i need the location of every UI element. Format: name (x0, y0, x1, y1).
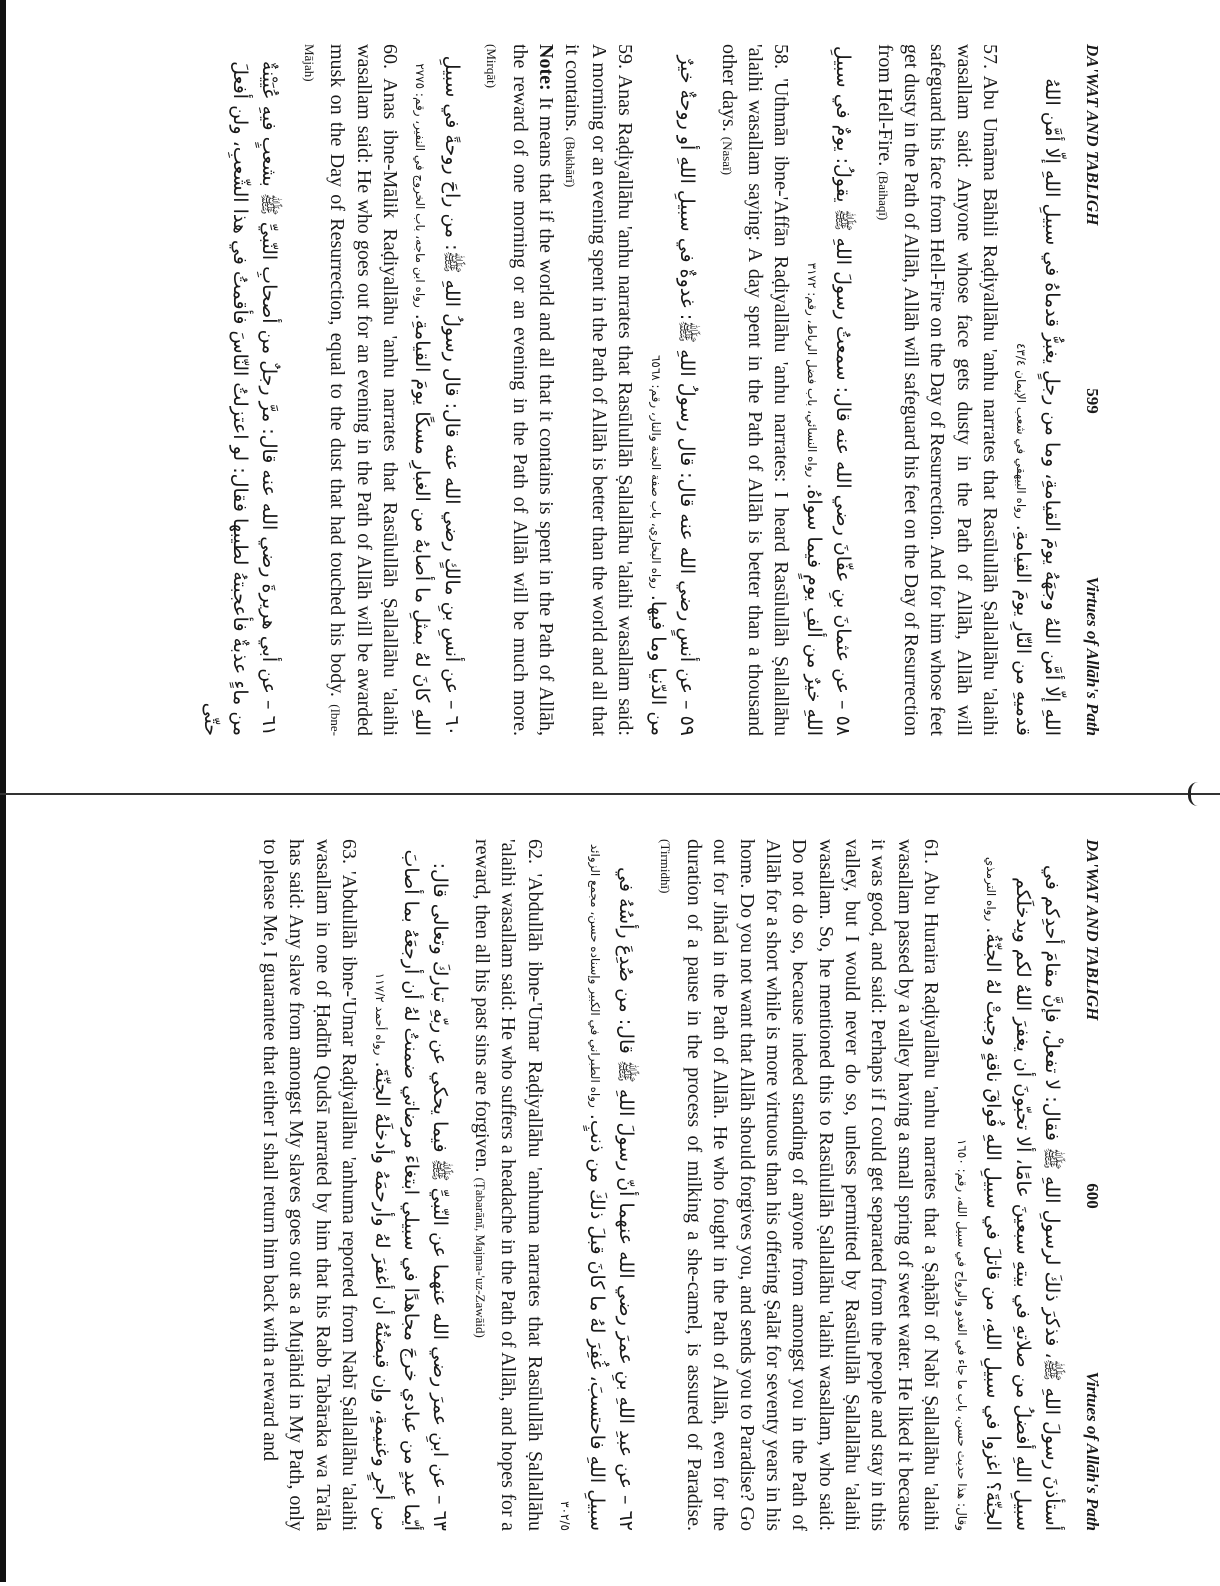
book-page-600 (0, 795, 1220, 1586)
translation-text: 58. 'Uthmān ibne-'Affān Raḍiyallāhu 'anhu narrates: I heard Rasūlullāh Ṣallallāhu 'alaihi wasallam saying: A day spent in the Path of Allāh is better than a thousand other days. (Nasaī) (717, 44, 793, 736)
source-citation: (Bukhārī) (563, 136, 579, 188)
source-citation: (Ibne-Mājah) (301, 44, 344, 736)
arabic-reference: رواه البيهقي في شعب الإيمان ٤٣/٤ (1013, 342, 1028, 519)
running-head (1082, 839, 1102, 1531)
arabic-reference: رواه النسائي، باب فضل الرباط، رقم: ٣١٧٢ (804, 262, 819, 478)
note-label: Note: (535, 44, 558, 91)
note-source: (Mirqāt) (484, 44, 500, 89)
translation-text: 63. 'Abdullāh ibne-'Umar Raḍiyallāhu 'anhuma reported from Nabī Ṣallallāhu 'alaihi wasallam in one of Ḥadīth Qudsī narrated by him that his Rabb Tabāraka wa Ta'āla has said: Any slave from amongst My slaves goes out as a Mujāhid in My Path, only to please Me, I guarantee that either I shall return him back with a reward and (258, 839, 361, 1531)
arabic-reference: رواه الترمذي وقال: هذا حديث حسن، باب ما جاء في الغدو والرواح في سبيل الله، رقم: ١٦٥٠ (954, 856, 999, 1531)
translation-text: 62. 'Abdullāh ibne-'Umar Raḍiyallāhu 'anhuma narrates that Rasūlullāh Ṣallallāhu 'alaihi wasallam said: He who suffers a headache in the Path of Allāh, and hopes for a reward, then all his past sins are forgiven. (Ṭabarānī, Majma-'uz-Zawāid) (470, 839, 546, 1531)
page-number: 599 (1083, 388, 1102, 414)
chapter-title-header: Virtues of Allāh's Path (1083, 1371, 1102, 1531)
hadith-58 (715, 44, 857, 736)
arabic-text: أستأذنَ رسولَ اللهِ ﷺ، فذكرَ ذلكَ لرسولِ اللهِ ﷺ فقال: لا تفعلْ، فإنَّ مقامَ أحدِكم في سبيلِ اللهِ أفضلُ من صلاتهِ في بيتهِ سبعينَ عامًا، ألا تحبّونَ أن يغفرَ اللهُ لكم ويدخلَكم الجنّةَ؟ اغزوا في سبيلِ اللهِ، من قاتلَ في سبيلِ اللهِ فُواقَ ناقةٍ وجبتْ لهُ الجنّةُ. رواه الترمذي وقال: هذا حديث حسن، باب ما جاء في الغدو والرواح في سبيل الله، رقم: ١٦٥٠ (954, 856, 1063, 1531)
hadith-63 (257, 839, 455, 1531)
page-number: 600 (1083, 1183, 1102, 1209)
source-citation: (Nasaī) (719, 136, 735, 176)
book-page-599 (0, 0, 1220, 791)
page-content-600 (50, 805, 1130, 1565)
book-title-header: DA'WAT AND TABLIGH (1083, 44, 1102, 226)
arabic-text: ٦٢ – عن عبدِ اللهِ بنِ عمرَ رضي الله عنهما أنّ رسولَ اللهِ ﷺ قال: من صُدِعَ رأسُهُ في سبيلِ اللهِ فاحتسبَ، غُفِرَ لهُ ما كانَ قبلَ ذلكَ من ذنبٍ. رواه الطبراني في الكبير وإسناده حسن، مجمع الزوائد ٣٠٢/٥ (558, 843, 637, 1531)
arabic-reference: رواه البخاري، باب صفة الجنة والنار، رقم: ٦٥٦٨ (648, 354, 663, 589)
hadith-60 (297, 44, 465, 736)
hadith-57 (871, 44, 1066, 736)
arabic-text: ٥٨ – عن عثمانَ بنِ عفّانَ رضي الله عنه قال: سمعتُ رسولَ اللهِ ﷺ يقولُ: يومٌ في سبيلِ اللهِ خيرٌ من ألفِ يومٍ فيما سواهُ. رواه النسائي، باب فضل الرباط، رقم: ٣١٧٢ (802, 45, 855, 736)
source-citation: (Tirmidhī) (658, 839, 674, 894)
running-head (1082, 44, 1102, 736)
source-citation: (Ṭabarānī, Majma-'uz-Zawāid) (472, 1177, 488, 1338)
hadith-61-start (195, 44, 283, 736)
hadith-61 (654, 839, 1066, 1531)
chapter-title-header: Virtues of Allāh's Path (1083, 576, 1102, 736)
translation-text: 61. Abu Huraira Raḍiyallāhu 'anhu narrates that a Ṣaḥābī of Nabī Ṣallallāhu 'alaihi wasallam passed by a valley having a small spring of sweet water. He liked it because it was good, and said: Perhaps if I could get separated from the people and stay in this valley, but I would never do so, unless permitted by Rasūlullāh Ṣallallāhu 'alaihi wasallam. So, he mentioned this to Rasūlullāh Ṣallallāhu 'alaihi wasallam, who said: Do not do so, because indeed standing of anyone from amongst you in the Path of Allāh for a short while is more virtuous than his offering Ṣalāt for seventy years in his home. Do you not want that Allāh should forgives you, and sends you to Paradise? Go out for Jihād in the Path of Allāh. He who fought in the Path of Allāh, even for the duration of a pause in the process of milking a she-camel, is assured of Paradise. (Tirmidhī) (658, 839, 943, 1531)
arabic-reference: رواه ابن ماجه، باب الخروج في النفير، رقم: ٢٧٧٥ (413, 63, 428, 308)
arabic-text: اللهِ إلّا أمَّن اللهُ وجهَهُ يومَ القيامةِ، وما من رجلٍ يغبرُّ قدماهُ في سبيلِ اللهِ إلّا أمَّن اللهُ قدميهِ من النّارِ يومَ القيامةِ. رواه البيهقي في شعب الإيمان ٤٣/٤ (1011, 78, 1063, 736)
arabic-text: ٦١ – عن أبي هريرةَ رضي الله عنه قال: مرَّ رجلٌ من أصحابِ النّبيِّ ﷺ بشعبٍ فيهِ عُيَيْنةٌ من ماءٍ عذبةٌ فأعجبتهُ لطيبها فقال: لو اعتزلتُ النّاسَ فأقمتُ في هذا الشّعبِ، ولن أفعلَ حتّى (199, 60, 281, 736)
arabic-reference: رواه أحمد ١١٧/٢ (372, 972, 387, 1056)
note-text: It means that if the world and all that it contains is spent in the Path of Allāh, the reward of one morning or an evening in the Path of Allāh will be much more. (508, 44, 558, 737)
translation-text: 57. Abu Umāma Bāhili Raḍiyallāhu 'anhu narrates that Rasūlullāh Ṣallallāhu 'alaihi wasallam said: Anyone whose face gets dusty in the Path of Allāh, Allāh will safeguard his face from Hell-Fire on the Day of Resurrection. And for him whose feet get dusty in the Path of Allāh, Allāh will safeguard his feet on the Day of Resurrection from Hell-Fire. (Baihaqī) (873, 44, 1002, 736)
arabic-text: ٥٩ – عن أنسٍ رضي الله عنه قال: قال رسولُ اللهِ ﷺ: غدوةٌ في سبيلِ اللهِ أو روحةٌ خيرٌ من الدّنيا وما فيها. رواه البخاري، باب صفة الجنة والنار، رقم: ٦٥٦٨ (646, 55, 699, 736)
translation-text: 60. Anas ibne-Mālik Raḍiyallāhu 'anhu narrates that Rasūlullāh Ṣallallāhu 'alaihi wasallam said: He who goes out for an evening in the Path of Allāh will be awarded musk on the Day of Resurrection, equal to the dust that had touched his body. (Ibne-Mājah) (301, 44, 402, 736)
page-content-599 (50, 10, 1130, 770)
arabic-text: ٦٣ – عن ابنِ عمرَ رضي الله عنهما عن النّبيِّ ﷺ فيما يحكي عن ربّهِ تباركَ وتعالى قال: أيّما عبدٍ من عبادي خرجَ مجاهدًا في سبيلي ابتغاءَ مرضاتي ضمنتُ لهُ أن أرجعَهُ بما أصابَ من أجرٍ وغنيمةٍ، وإن قبضتُهُ أن أغفرَ لهُ وأرحمَهُ وأدخلَهُ الجنّةَ. رواه أحمد ١١٧/٢ (370, 849, 452, 1531)
translation-text: 59. Anas Raḍiyallāhu 'anhu narrates that Rasūlullāh Ṣallallāhu 'alaihi wasallam said: A morning or an evening spent in the Path of Allāh is better than the world and all that it contains. (Bukhārī) Note: It means that if the world and all that it contains is spent in the Path of Allāh, the reward of one morning or an evening in the Path of Allāh will be much more. (Mirqāt) (484, 44, 637, 737)
arabic-text: ٦٠ – عن أنسِ بنِ مالكٍ رضي الله عنه قال: قال رسولُ اللهِ ﷺ: من راحَ روحةً في سبيلِ اللهِ كانَ لهُ بمثلِ ما أصابهُ من الغبارِ مسكًا يومَ القيامةِ. رواه ابن ماجه، باب الخروج في النفير، رقم: ٢٧٧٥ (411, 55, 463, 736)
arabic-reference: رواه الطبراني في الكبير وإسناده حسن، مجمع الزوائد ٣٠٢/٥ (558, 843, 602, 1531)
hadith-62 (468, 839, 639, 1531)
hadith-59 (480, 44, 701, 736)
book-title-header: DA'WAT AND TABLIGH (1083, 839, 1102, 1021)
source-citation: (Baihaqī) (875, 171, 891, 221)
